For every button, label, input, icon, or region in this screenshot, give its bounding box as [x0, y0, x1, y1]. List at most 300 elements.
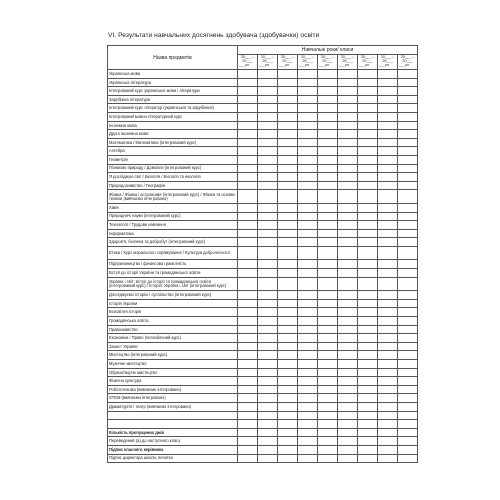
grade-cell[interactable] — [298, 130, 318, 139]
grade-cell[interactable] — [258, 155, 278, 164]
grade-cell[interactable] — [318, 70, 338, 79]
grade-cell[interactable] — [298, 238, 318, 247]
grade-cell[interactable] — [358, 342, 378, 351]
grade-cell[interactable] — [278, 155, 298, 164]
grade-cell[interactable] — [258, 277, 278, 291]
grade-cell[interactable] — [238, 437, 258, 446]
grade-cell[interactable] — [378, 155, 398, 164]
grade-cell[interactable] — [378, 173, 398, 182]
grade-cell[interactable] — [238, 411, 258, 420]
grade-cell[interactable] — [318, 260, 338, 269]
grade-cell[interactable] — [318, 445, 338, 454]
grade-cell[interactable] — [298, 428, 318, 437]
grade-cell[interactable] — [378, 203, 398, 212]
grade-cell[interactable] — [358, 420, 378, 429]
grade-cell[interactable] — [298, 212, 318, 221]
grade-cell[interactable] — [238, 368, 258, 377]
grade-cell[interactable] — [358, 454, 378, 463]
grade-cell[interactable] — [258, 351, 278, 360]
grade-cell[interactable] — [258, 164, 278, 173]
grade-cell[interactable] — [298, 181, 318, 190]
grade-cell[interactable] — [238, 269, 258, 278]
grade-cell[interactable] — [398, 246, 418, 260]
grade-cell[interactable] — [378, 454, 398, 463]
grade-cell[interactable] — [298, 325, 318, 334]
grade-cell[interactable] — [378, 87, 398, 96]
grade-cell[interactable] — [318, 130, 338, 139]
grade-cell[interactable] — [298, 260, 318, 269]
grade-cell[interactable] — [238, 221, 258, 230]
grade-cell[interactable] — [238, 164, 258, 173]
grade-cell[interactable] — [358, 78, 378, 87]
grade-cell[interactable] — [298, 87, 318, 96]
grade-cell[interactable] — [398, 437, 418, 446]
grade-cell[interactable] — [258, 411, 278, 420]
grade-cell[interactable] — [378, 269, 398, 278]
grade-cell[interactable] — [238, 173, 258, 182]
grade-cell[interactable] — [338, 155, 358, 164]
grade-cell[interactable] — [378, 334, 398, 343]
grade-cell[interactable] — [378, 121, 398, 130]
grade-cell[interactable] — [238, 147, 258, 156]
grade-cell[interactable] — [378, 70, 398, 79]
grade-cell[interactable] — [398, 351, 418, 360]
grade-cell[interactable] — [238, 87, 258, 96]
grade-cell[interactable] — [378, 246, 398, 260]
grade-cell[interactable] — [318, 368, 338, 377]
grade-cell[interactable] — [338, 360, 358, 369]
grade-cell[interactable] — [358, 411, 378, 420]
grade-cell[interactable] — [298, 351, 318, 360]
grade-cell[interactable] — [278, 368, 298, 377]
grade-cell[interactable] — [358, 394, 378, 403]
grade-cell[interactable] — [358, 428, 378, 437]
grade-cell[interactable] — [258, 173, 278, 182]
grade-cell[interactable] — [398, 221, 418, 230]
grade-cell[interactable] — [298, 385, 318, 394]
grade-cell[interactable] — [318, 277, 338, 291]
grade-cell[interactable] — [398, 291, 418, 300]
grade-cell[interactable] — [238, 420, 258, 429]
grade-cell[interactable] — [278, 269, 298, 278]
grade-cell[interactable] — [258, 212, 278, 221]
grade-cell[interactable] — [378, 420, 398, 429]
grade-cell[interactable] — [358, 181, 378, 190]
grade-cell[interactable] — [358, 95, 378, 104]
grade-cell[interactable] — [398, 299, 418, 308]
grade-cell[interactable] — [338, 203, 358, 212]
grade-cell[interactable] — [398, 238, 418, 247]
grade-cell[interactable] — [298, 299, 318, 308]
grade-cell[interactable] — [318, 112, 338, 121]
grade-cell[interactable] — [278, 138, 298, 147]
grade-cell[interactable] — [318, 420, 338, 429]
grade-cell[interactable] — [378, 112, 398, 121]
grade-cell[interactable] — [338, 334, 358, 343]
grade-cell[interactable] — [238, 317, 258, 326]
grade-cell[interactable] — [258, 221, 278, 230]
grade-cell[interactable] — [378, 164, 398, 173]
grade-cell[interactable] — [338, 70, 358, 79]
grade-cell[interactable] — [398, 411, 418, 420]
grade-cell[interactable] — [298, 190, 318, 204]
year-range-cell[interactable]: 20___ – 20___ — [298, 55, 318, 64]
class-number-cell[interactable]: ___кл — [278, 63, 298, 70]
grade-cell[interactable] — [318, 317, 338, 326]
grade-cell[interactable] — [338, 190, 358, 204]
grade-cell[interactable] — [338, 130, 358, 139]
grade-cell[interactable] — [238, 229, 258, 238]
grade-cell[interactable] — [278, 420, 298, 429]
grade-cell[interactable] — [238, 277, 258, 291]
grade-cell[interactable] — [358, 221, 378, 230]
grade-cell[interactable] — [278, 334, 298, 343]
grade-cell[interactable] — [338, 454, 358, 463]
grade-cell[interactable] — [398, 260, 418, 269]
grade-cell[interactable] — [298, 277, 318, 291]
grade-cell[interactable] — [318, 360, 338, 369]
grade-cell[interactable] — [338, 411, 358, 420]
grade-cell[interactable] — [258, 112, 278, 121]
grade-cell[interactable] — [278, 130, 298, 139]
grade-cell[interactable] — [378, 181, 398, 190]
grade-cell[interactable] — [398, 377, 418, 386]
grade-cell[interactable] — [378, 411, 398, 420]
grade-cell[interactable] — [278, 78, 298, 87]
grade-cell[interactable] — [298, 317, 318, 326]
grade-cell[interactable] — [298, 437, 318, 446]
grade-cell[interactable] — [258, 238, 278, 247]
grade-cell[interactable] — [298, 368, 318, 377]
grade-cell[interactable] — [258, 78, 278, 87]
grade-cell[interactable] — [378, 78, 398, 87]
grade-cell[interactable] — [378, 291, 398, 300]
grade-cell[interactable] — [258, 394, 278, 403]
grade-cell[interactable] — [398, 173, 418, 182]
grade-cell[interactable] — [298, 360, 318, 369]
grade-cell[interactable] — [238, 190, 258, 204]
grade-cell[interactable] — [398, 104, 418, 113]
grade-cell[interactable] — [378, 260, 398, 269]
grade-cell[interactable] — [338, 229, 358, 238]
grade-cell[interactable] — [258, 308, 278, 317]
grade-cell[interactable] — [298, 104, 318, 113]
grade-cell[interactable] — [318, 402, 338, 411]
grade-cell[interactable] — [238, 78, 258, 87]
grade-cell[interactable] — [398, 155, 418, 164]
grade-cell[interactable] — [298, 377, 318, 386]
year-range-cell[interactable]: 20___ – 20___ — [338, 55, 358, 64]
grade-cell[interactable] — [378, 190, 398, 204]
grade-cell[interactable] — [278, 112, 298, 121]
grade-cell[interactable] — [318, 308, 338, 317]
grade-cell[interactable] — [398, 70, 418, 79]
grade-cell[interactable] — [278, 411, 298, 420]
grade-cell[interactable] — [278, 95, 298, 104]
grade-cell[interactable] — [298, 342, 318, 351]
grade-cell[interactable] — [358, 229, 378, 238]
grade-cell[interactable] — [318, 454, 338, 463]
grade-cell[interactable] — [298, 269, 318, 278]
grade-cell[interactable] — [338, 121, 358, 130]
grade-cell[interactable] — [238, 394, 258, 403]
class-number-cell[interactable]: ___кл — [318, 63, 338, 70]
grade-cell[interactable] — [338, 308, 358, 317]
grade-cell[interactable] — [318, 229, 338, 238]
grade-cell[interactable] — [358, 112, 378, 121]
grade-cell[interactable] — [398, 212, 418, 221]
grade-cell[interactable] — [398, 428, 418, 437]
grade-cell[interactable] — [298, 221, 318, 230]
grade-cell[interactable] — [278, 221, 298, 230]
grade-cell[interactable] — [378, 342, 398, 351]
grade-cell[interactable] — [398, 269, 418, 278]
grade-cell[interactable] — [278, 342, 298, 351]
grade-cell[interactable] — [278, 104, 298, 113]
grade-cell[interactable] — [378, 212, 398, 221]
grade-cell[interactable] — [318, 173, 338, 182]
grade-cell[interactable] — [398, 78, 418, 87]
grade-cell[interactable] — [338, 104, 358, 113]
grade-cell[interactable] — [238, 95, 258, 104]
grade-cell[interactable] — [398, 138, 418, 147]
grade-cell[interactable] — [278, 360, 298, 369]
grade-cell[interactable] — [258, 334, 278, 343]
grade-cell[interactable] — [278, 402, 298, 411]
grade-cell[interactable] — [238, 445, 258, 454]
grade-cell[interactable] — [278, 454, 298, 463]
year-range-cell[interactable]: 20___ – 20___ — [378, 55, 398, 64]
grade-cell[interactable] — [338, 238, 358, 247]
grade-cell[interactable] — [298, 164, 318, 173]
grade-cell[interactable] — [278, 277, 298, 291]
grade-cell[interactable] — [298, 78, 318, 87]
grade-cell[interactable] — [318, 155, 338, 164]
grade-cell[interactable] — [358, 291, 378, 300]
grade-cell[interactable] — [358, 121, 378, 130]
grade-cell[interactable] — [358, 377, 378, 386]
grade-cell[interactable] — [298, 411, 318, 420]
grade-cell[interactable] — [278, 377, 298, 386]
grade-cell[interactable] — [298, 155, 318, 164]
class-number-cell[interactable]: ___кл — [258, 63, 278, 70]
grade-cell[interactable] — [278, 238, 298, 247]
grade-cell[interactable] — [318, 147, 338, 156]
grade-cell[interactable] — [318, 212, 338, 221]
grade-cell[interactable] — [338, 95, 358, 104]
grade-cell[interactable] — [298, 147, 318, 156]
grade-cell[interactable] — [398, 112, 418, 121]
grade-cell[interactable] — [258, 260, 278, 269]
grade-cell[interactable] — [378, 351, 398, 360]
grade-cell[interactable] — [278, 325, 298, 334]
grade-cell[interactable] — [238, 377, 258, 386]
grade-cell[interactable] — [358, 445, 378, 454]
grade-cell[interactable] — [278, 291, 298, 300]
grade-cell[interactable] — [238, 138, 258, 147]
grade-cell[interactable] — [378, 238, 398, 247]
grade-cell[interactable] — [358, 138, 378, 147]
grade-cell[interactable] — [258, 325, 278, 334]
grade-cell[interactable] — [258, 291, 278, 300]
grade-cell[interactable] — [378, 402, 398, 411]
grade-cell[interactable] — [398, 147, 418, 156]
grade-cell[interactable] — [258, 70, 278, 79]
grade-cell[interactable] — [238, 360, 258, 369]
grade-cell[interactable] — [278, 164, 298, 173]
grade-cell[interactable] — [238, 121, 258, 130]
grade-cell[interactable] — [358, 269, 378, 278]
grade-cell[interactable] — [238, 334, 258, 343]
grade-cell[interactable] — [398, 121, 418, 130]
grade-cell[interactable] — [398, 385, 418, 394]
grade-cell[interactable] — [398, 317, 418, 326]
grade-cell[interactable] — [338, 221, 358, 230]
grade-cell[interactable] — [338, 394, 358, 403]
grade-cell[interactable] — [238, 325, 258, 334]
grade-cell[interactable] — [358, 385, 378, 394]
grade-cell[interactable] — [238, 70, 258, 79]
grade-cell[interactable] — [238, 342, 258, 351]
grade-cell[interactable] — [258, 269, 278, 278]
grade-cell[interactable] — [278, 385, 298, 394]
grade-cell[interactable] — [378, 445, 398, 454]
grade-cell[interactable] — [338, 246, 358, 260]
grade-cell[interactable] — [238, 181, 258, 190]
grade-cell[interactable] — [338, 260, 358, 269]
grade-cell[interactable] — [278, 203, 298, 212]
grade-cell[interactable] — [398, 277, 418, 291]
grade-cell[interactable] — [238, 385, 258, 394]
grade-cell[interactable] — [238, 112, 258, 121]
grade-cell[interactable] — [338, 385, 358, 394]
grade-cell[interactable] — [298, 420, 318, 429]
grade-cell[interactable] — [278, 121, 298, 130]
grade-cell[interactable] — [258, 317, 278, 326]
grade-cell[interactable] — [298, 138, 318, 147]
grade-cell[interactable] — [398, 360, 418, 369]
grade-cell[interactable] — [258, 368, 278, 377]
grade-cell[interactable] — [378, 95, 398, 104]
grade-cell[interactable] — [318, 190, 338, 204]
grade-cell[interactable] — [338, 87, 358, 96]
grade-cell[interactable] — [338, 173, 358, 182]
grade-cell[interactable] — [338, 402, 358, 411]
grade-cell[interactable] — [238, 246, 258, 260]
grade-cell[interactable] — [318, 428, 338, 437]
grade-cell[interactable] — [298, 95, 318, 104]
grade-cell[interactable] — [358, 325, 378, 334]
grade-cell[interactable] — [338, 428, 358, 437]
grade-cell[interactable] — [318, 299, 338, 308]
grade-cell[interactable] — [298, 229, 318, 238]
grade-cell[interactable] — [358, 437, 378, 446]
grade-cell[interactable] — [338, 269, 358, 278]
grade-cell[interactable] — [338, 164, 358, 173]
grade-cell[interactable] — [298, 308, 318, 317]
class-number-cell[interactable]: ___кл — [298, 63, 318, 70]
grade-cell[interactable] — [278, 181, 298, 190]
grade-cell[interactable] — [278, 445, 298, 454]
grade-cell[interactable] — [398, 87, 418, 96]
grade-cell[interactable] — [318, 203, 338, 212]
grade-cell[interactable] — [238, 428, 258, 437]
grade-cell[interactable] — [258, 87, 278, 96]
class-number-cell[interactable]: ___кл — [378, 63, 398, 70]
grade-cell[interactable] — [318, 164, 338, 173]
grade-cell[interactable] — [278, 428, 298, 437]
grade-cell[interactable] — [358, 147, 378, 156]
grade-cell[interactable] — [338, 368, 358, 377]
grade-cell[interactable] — [318, 325, 338, 334]
grade-cell[interactable] — [318, 411, 338, 420]
grade-cell[interactable] — [238, 104, 258, 113]
grade-cell[interactable] — [298, 394, 318, 403]
year-range-cell[interactable]: 20___ – 20___ — [318, 55, 338, 64]
grade-cell[interactable] — [258, 95, 278, 104]
grade-cell[interactable] — [298, 402, 318, 411]
grade-cell[interactable] — [398, 130, 418, 139]
grade-cell[interactable] — [318, 95, 338, 104]
grade-cell[interactable] — [238, 454, 258, 463]
grade-cell[interactable] — [258, 203, 278, 212]
grade-cell[interactable] — [318, 394, 338, 403]
grade-cell[interactable] — [338, 325, 358, 334]
grade-cell[interactable] — [258, 104, 278, 113]
grade-cell[interactable] — [318, 138, 338, 147]
year-range-cell[interactable]: 20___ – 20___ — [398, 55, 418, 64]
grade-cell[interactable] — [318, 351, 338, 360]
grade-cell[interactable] — [278, 317, 298, 326]
grade-cell[interactable] — [378, 229, 398, 238]
grade-cell[interactable] — [398, 402, 418, 411]
grade-cell[interactable] — [378, 147, 398, 156]
grade-cell[interactable] — [258, 190, 278, 204]
grade-cell[interactable] — [398, 190, 418, 204]
grade-cell[interactable] — [398, 394, 418, 403]
grade-cell[interactable] — [358, 368, 378, 377]
grade-cell[interactable] — [238, 212, 258, 221]
grade-cell[interactable] — [358, 87, 378, 96]
grade-cell[interactable] — [298, 246, 318, 260]
grade-cell[interactable] — [238, 291, 258, 300]
grade-cell[interactable] — [358, 104, 378, 113]
grade-cell[interactable] — [378, 130, 398, 139]
grade-cell[interactable] — [338, 420, 358, 429]
grade-cell[interactable] — [258, 342, 278, 351]
grade-cell[interactable] — [318, 121, 338, 130]
grade-cell[interactable] — [338, 342, 358, 351]
grade-cell[interactable] — [298, 173, 318, 182]
grade-cell[interactable] — [258, 402, 278, 411]
grade-cell[interactable] — [258, 181, 278, 190]
grade-cell[interactable] — [258, 454, 278, 463]
grade-cell[interactable] — [238, 260, 258, 269]
grade-cell[interactable] — [238, 351, 258, 360]
grade-cell[interactable] — [258, 138, 278, 147]
grade-cell[interactable] — [318, 87, 338, 96]
grade-cell[interactable] — [258, 299, 278, 308]
grade-cell[interactable] — [318, 221, 338, 230]
grade-cell[interactable] — [338, 437, 358, 446]
grade-cell[interactable] — [258, 420, 278, 429]
grade-cell[interactable] — [258, 130, 278, 139]
grade-cell[interactable] — [278, 351, 298, 360]
year-range-cell[interactable]: 20___ – 20___ — [238, 55, 258, 64]
grade-cell[interactable] — [298, 121, 318, 130]
grade-cell[interactable] — [278, 394, 298, 403]
grade-cell[interactable] — [338, 78, 358, 87]
